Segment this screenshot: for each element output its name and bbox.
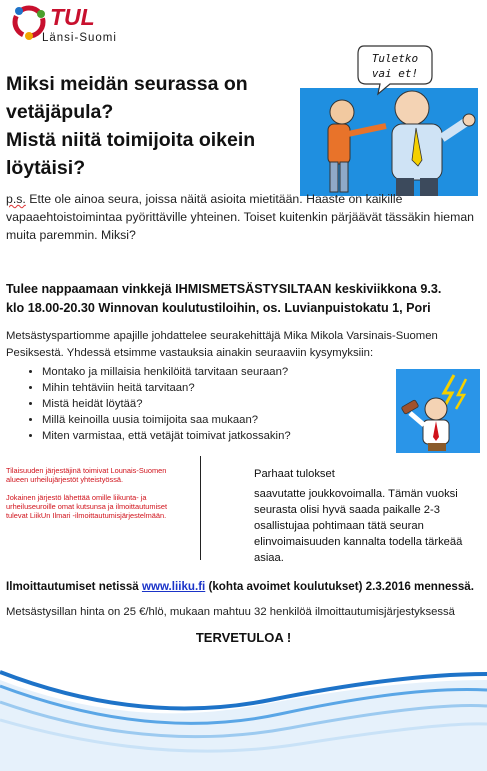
headline-line: löytäisi? [6,157,86,179]
organizer-notice-paragraph: Tilaisuuden järjestäjinä toimivat Lounais-Suomen alueen urheilujärjestöt yhteistyössä. [6,466,167,485]
headline [6,70,296,182]
registration-link[interactable]: www.liiku.fi [141,580,206,593]
speech-bubble-line: Tuletko [371,52,419,65]
decorative-wave [0,650,487,771]
registration-text: Ilmoittautumiset netissä [6,580,142,593]
headline-line: Mistä niitä toimijoita oikein [6,129,256,151]
headline-line: vetäjäpula? [6,101,114,123]
headline-line: Miksi meidän seurassa on [6,73,248,95]
question-list [20,364,402,444]
logo-region: Länsi-Suomi [42,32,117,44]
ps-paragraph [6,190,476,244]
question-item: • Millä keinoilla uusia toimijoita saa mukaan? [42,412,402,428]
speech-bubble-line: vai et! [371,67,419,80]
cartoon-argument-illustration [294,42,480,198]
results-paragraph [254,466,478,566]
registration-deadline: (kohta avoimet koulutukset) 2.3.2016 mennessä. [205,580,474,593]
invitation [6,280,484,318]
question-item: • Mistä heidät löytää? [42,396,402,412]
tul-logo [6,2,126,52]
question-item: • Montako ja millaisia henkilöitä tarvitaan seuraan? [42,364,402,380]
organizer-notice-paragraph: Jokainen järjestö lähettää omille liikunta- ja urheiluseuroille omat kutsunsa ja ilmoittautumiset tulevat LiikUn Ilmari -ilmoittautumisjärjestelmään. [6,492,168,521]
intro-paragraph: Metsästyspartiomme apajille johdattelee seurakehittäjä Mika Mikola Varsinais-Suomen Pesiksestä. Yhdessä etsimme vastauksia ainakin seuraaviin kysymyksiin: [6,330,438,359]
registration-line [6,580,484,593]
organizer-notice [6,466,190,528]
invitation-line-2: klo 18.00-20.30 Winnovan koulutustiloihin, os. Luvianpuistokatu 1, Pori [6,301,431,315]
question-item: • Miten varmistaa, että vetäjät toimivat jatkossakin? [42,428,402,444]
ps-prefix: p.s. [6,192,26,206]
welcome-text: TERVETULOA ! [195,630,292,645]
logo-brand: TUL [50,4,95,30]
results-body: saavutatte joukkovoimalla. Tämän vuoksi seurasta olisi hyvä saada paikalle 2-3 osallistujaa pohtimaan tätä seuran elinvoimaisuuden kannalta todella tärkeää asiaa. [254,488,463,564]
invitation-line-1: Tulee nappaamaan vinkkejä IHMISMETSÄSTYSILTAAN keskiviikkona 9.3. [6,282,442,296]
price-line: Metsästysillan hinta on 25 €/hlö, mukaan mahtuu 32 henkilöä ilmoittautumisjärjestyksessä [6,606,455,618]
ps-body: Ette ole ainoa seura, joissa näitä asioita mietitään. Haaste on kaikille vapaaehtoistoimintaa pyörittäville yhteinen. Toiset kuitenkin pärjäävät tässäkin hieman muita paremmin. Miksi? [6,192,475,242]
results-heading: Parhaat tulokset [254,468,335,480]
column-divider [200,456,201,560]
cartoon-auctioneer-illustration [396,369,480,453]
question-item: • Mihin tehtäviin heitä tarvitaan? [42,380,402,396]
